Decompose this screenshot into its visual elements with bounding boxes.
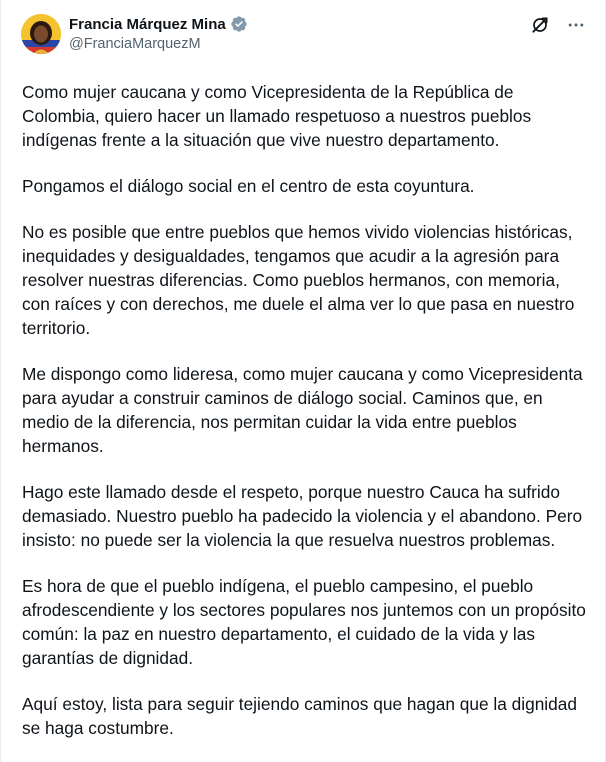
post-paragraph: Aquí estoy, lista para seguir tejiendo caminos que hagan que la dignidad se haga costumbre. (22, 694, 577, 738)
grok-icon[interactable] (529, 14, 551, 36)
post-header (21, 12, 587, 56)
post-paragraph: No es posible que entre pueblos que hemos vivido violencias históricas, inequidades y desigualdades, tengamos que acudir a la agresión para resolver nuestras diferencias. Como pueblos hermanos, con memoria, con raíces y con derechos, me duele el alma ver lo que pasa en nuestro territorio. (22, 222, 575, 338)
author-handle[interactable]: @FranciaMarquezM (69, 36, 201, 52)
verified-badge-icon (230, 15, 248, 33)
more-options-icon[interactable] (565, 14, 587, 36)
author-display-name[interactable]: Francia Márquez Mina (69, 15, 226, 33)
post-paragraph: Es hora de que el pueblo indígena, el pueblo campesino, el pueblo afrodescendiente y los sectores populares nos juntemos con un propósito común: la paz en nuestro departamento, el cuidado de la vida y las garantías de dignidad. (22, 576, 586, 668)
display-name-row (69, 14, 248, 34)
post-paragraph: Como mujer caucana y como Vicepresidenta de la República de Colombia, quiero hacer un llamado respetuoso a nuestros pueblos indígenas frente a la situación que vive nuestro departamento. (22, 82, 532, 150)
post-body (22, 80, 592, 762)
header-actions (529, 14, 587, 36)
post-paragraph: Hago este llamado desde el respeto, porque nuestro Cauca ha sufrido demasiado. Nuestro pueblo ha padecido la violencia y el abandono. Pero insisto: no puede ser la violencia la que resuelva nuestros problemas. (22, 482, 583, 550)
avatar-image (21, 14, 61, 54)
avatar[interactable] (21, 14, 61, 54)
post-paragraph: Pongamos el diálogo social en el centro de esta coyuntura. (22, 176, 475, 196)
post-paragraph: Me dispongo como lideresa, como mujer caucana y como Vicepresidenta para ayudar a construir caminos de diálogo social. Caminos que, en medio de la diferencia, nos permitan cuidar la vida entre pueblos hermanos. (22, 364, 583, 456)
author-block (69, 14, 248, 52)
